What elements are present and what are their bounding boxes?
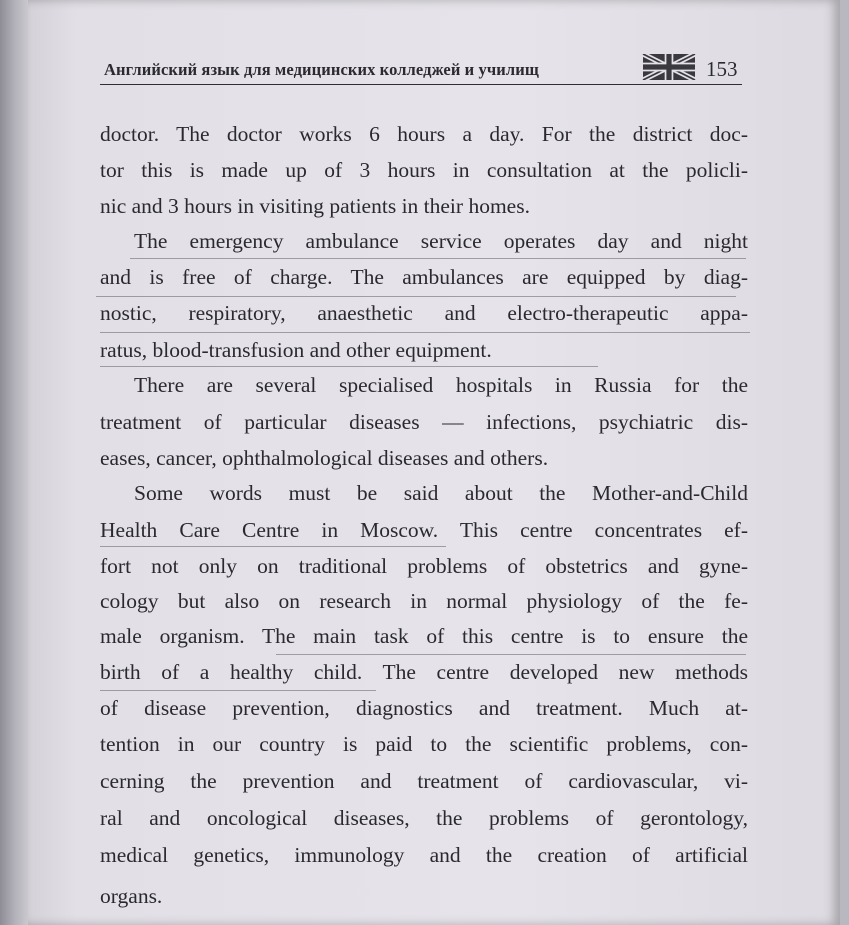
text-line: fort not only on traditional problems of obstetrics and gyne- bbox=[100, 554, 748, 578]
text-line: eases, cancer, ophthalmological diseases and others. bbox=[100, 446, 549, 470]
pencil-underline bbox=[96, 296, 736, 297]
text-line: nostic, respiratory, anaesthetic and electro-therapeutic appa- bbox=[100, 301, 748, 325]
text-line: cology but also on research in normal physiology of the fe- bbox=[100, 589, 748, 613]
page-number: 153 bbox=[706, 57, 738, 81]
pencil-underline bbox=[276, 654, 746, 655]
text-line: birth of a healthy child. The centre developed new methods bbox=[100, 660, 748, 684]
text-line: cerning the prevention and treatment of cardiovascular, vi- bbox=[100, 769, 748, 793]
running-header bbox=[104, 52, 742, 86]
text-line: There are several specialised hospitals in Russia for the bbox=[134, 373, 748, 397]
text-line: treatment of particular diseases — infections, psychiatric dis- bbox=[100, 410, 748, 434]
header-title: Английский язык для медицинских колледжей и училищ bbox=[104, 60, 539, 79]
text-line: organs. bbox=[100, 884, 163, 908]
text-line: The emergency ambulance service operates day and night bbox=[134, 229, 748, 253]
text-line: ratus, blood-transfusion and other equipment. bbox=[100, 338, 492, 362]
text-line: nic and 3 hours in visiting patients in their homes. bbox=[100, 194, 530, 218]
text-line: doctor. The doctor works 6 hours a day. For the district doc- bbox=[100, 122, 748, 146]
header-rule bbox=[100, 84, 742, 85]
book-spine bbox=[0, 0, 30, 925]
pencil-underline bbox=[100, 690, 376, 691]
text-line: male organism. The main task of this centre is to ensure the bbox=[100, 624, 748, 648]
text-line: Some words must be said about the Mother-and-Child bbox=[134, 481, 748, 505]
pencil-underline bbox=[130, 258, 746, 259]
text-line: medical genetics, immunology and the creation of artificial bbox=[100, 843, 748, 867]
pencil-underline bbox=[100, 332, 750, 333]
text-line: tor this is made up of 3 hours in consultation at the policli- bbox=[100, 158, 748, 182]
pencil-underline bbox=[100, 546, 446, 547]
text-line: of disease prevention, diagnostics and treatment. Much at- bbox=[100, 696, 748, 720]
pencil-underline bbox=[100, 366, 598, 367]
uk-flag-icon bbox=[642, 54, 696, 80]
text-line: and is free of charge. The ambulances are equipped by diag- bbox=[100, 265, 748, 289]
text-line: tention in our country is paid to the scientific problems, con- bbox=[100, 732, 748, 756]
text-line: Health Care Centre in Moscow. This centre concentrates ef- bbox=[100, 518, 748, 542]
text-line: ral and oncological diseases, the problems of gerontology, bbox=[100, 806, 748, 830]
